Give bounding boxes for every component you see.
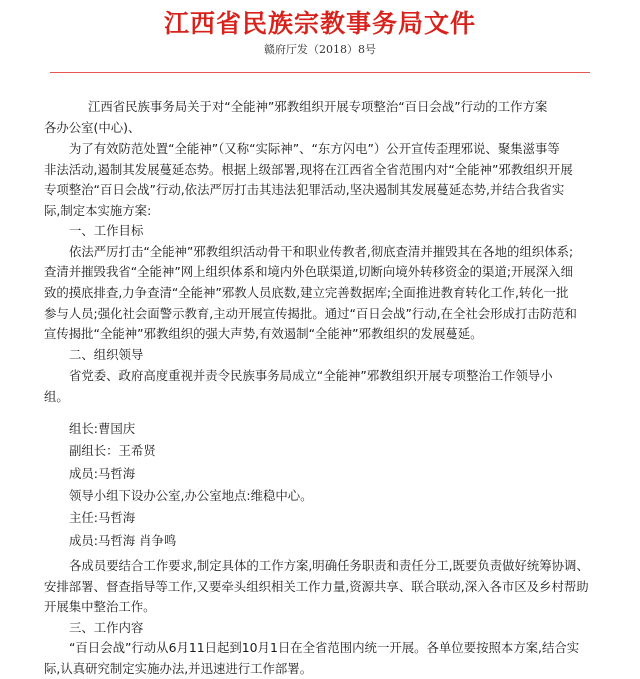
section1-line: 致的摸底排查,力争查清“全能神”邪教人员底数,建立完善数据库;全面推进教育转化工作,转化一批 bbox=[44, 285, 569, 301]
section-heading: 二、组织领导 bbox=[69, 346, 144, 362]
intro-line: 际,制定本实施方案: bbox=[44, 202, 152, 218]
office-members: 成员:马哲海 肖争鸣 bbox=[69, 532, 177, 548]
group-members: 成员:马哲海 bbox=[69, 465, 136, 481]
section2-line: 组。 bbox=[44, 388, 69, 404]
section3-line: “百日会战”行动从6月11日起到10月1日在全省范围内统一开展。各单位要按照本方案,结合实 bbox=[69, 640, 580, 656]
intro-line: 为了有效防范处置“全能神”（又称“实际神”、“东方闪电”）公开宣传歪理邪说、聚集滋事等 bbox=[69, 141, 560, 157]
section-heading: 三、工作内容 bbox=[69, 619, 144, 635]
section-heading: 一、工作目标 bbox=[69, 223, 144, 239]
section1-line: 查清并摧毁我省“全能神”网上组织体系和境内外色联渠道,切断向境外转移资金的渠道;开展深入细 bbox=[44, 264, 573, 280]
requirements-line: 各成员要结合工作要求,制定具体的工作方案,明确任务职责和责任分工,既要负责做好统筹协调、 bbox=[69, 558, 589, 574]
intro-line: 非法活动,遏制其发展蔓延态势。根据上级部署,现将在江西省全省范围内对“全能神”邪教组织开展 bbox=[44, 161, 573, 177]
office-director: 主任:马哲海 bbox=[69, 510, 136, 526]
document-number: 赣府厅发（2018）8号 bbox=[264, 43, 376, 56]
requirements-line: 开展集中整治工作。 bbox=[44, 599, 156, 615]
group-leader: 组长:曹国庆 bbox=[69, 420, 136, 436]
recipient-line: 各办公室(中心)、 bbox=[44, 119, 141, 135]
document-title: 江西省民族宗教事务局文件 bbox=[163, 9, 476, 38]
requirements-line: 安排部署、督查指导等工作,又要牵头组织相关工作力量,资源共享、联合联动,深入各市区及乡村帮助 bbox=[44, 578, 589, 594]
red-divider-line bbox=[50, 72, 590, 73]
section1-line: 宣传揭批“全能神”邪教组织的强大声势,有效遏制“全能神”邪教组织的发展蔓延。 bbox=[44, 326, 483, 342]
section1-line: 依法严厉打击“全能神”邪教组织活动骨干和职业传教者,彻底查清并摧毁其在各地的组织体系; bbox=[69, 243, 574, 259]
section3-line: 际,认真研究制定实施办法,并迅速进行工作部署。 bbox=[44, 660, 313, 676]
group-deputy-leader: 副组长：王希贤 bbox=[69, 443, 156, 459]
intro-line: 专项整治“百日会战”行动,依法严厉打击其违法犯罪活动,坚决遏制其发展蔓延态势,并结合我省实 bbox=[44, 182, 565, 198]
document-subject: 江西省民族事务局关于对“全能神”邪教组织开展专项整治“百日会战”行动的工作方案 bbox=[88, 99, 548, 114]
office-location: 领导小组下设办公室,办公室地点:维稳中心。 bbox=[69, 487, 313, 503]
section2-line: 省党委、政府高度重视并责令民族事务局成立“全能神”邪教组织开展专项整治工作领导小 bbox=[69, 368, 553, 384]
section1-line: 参与人员;强化社会面警示教育,主动开展宣传揭批。通过“百日会战”行动,在全社会形成打击防范和 bbox=[44, 305, 577, 321]
